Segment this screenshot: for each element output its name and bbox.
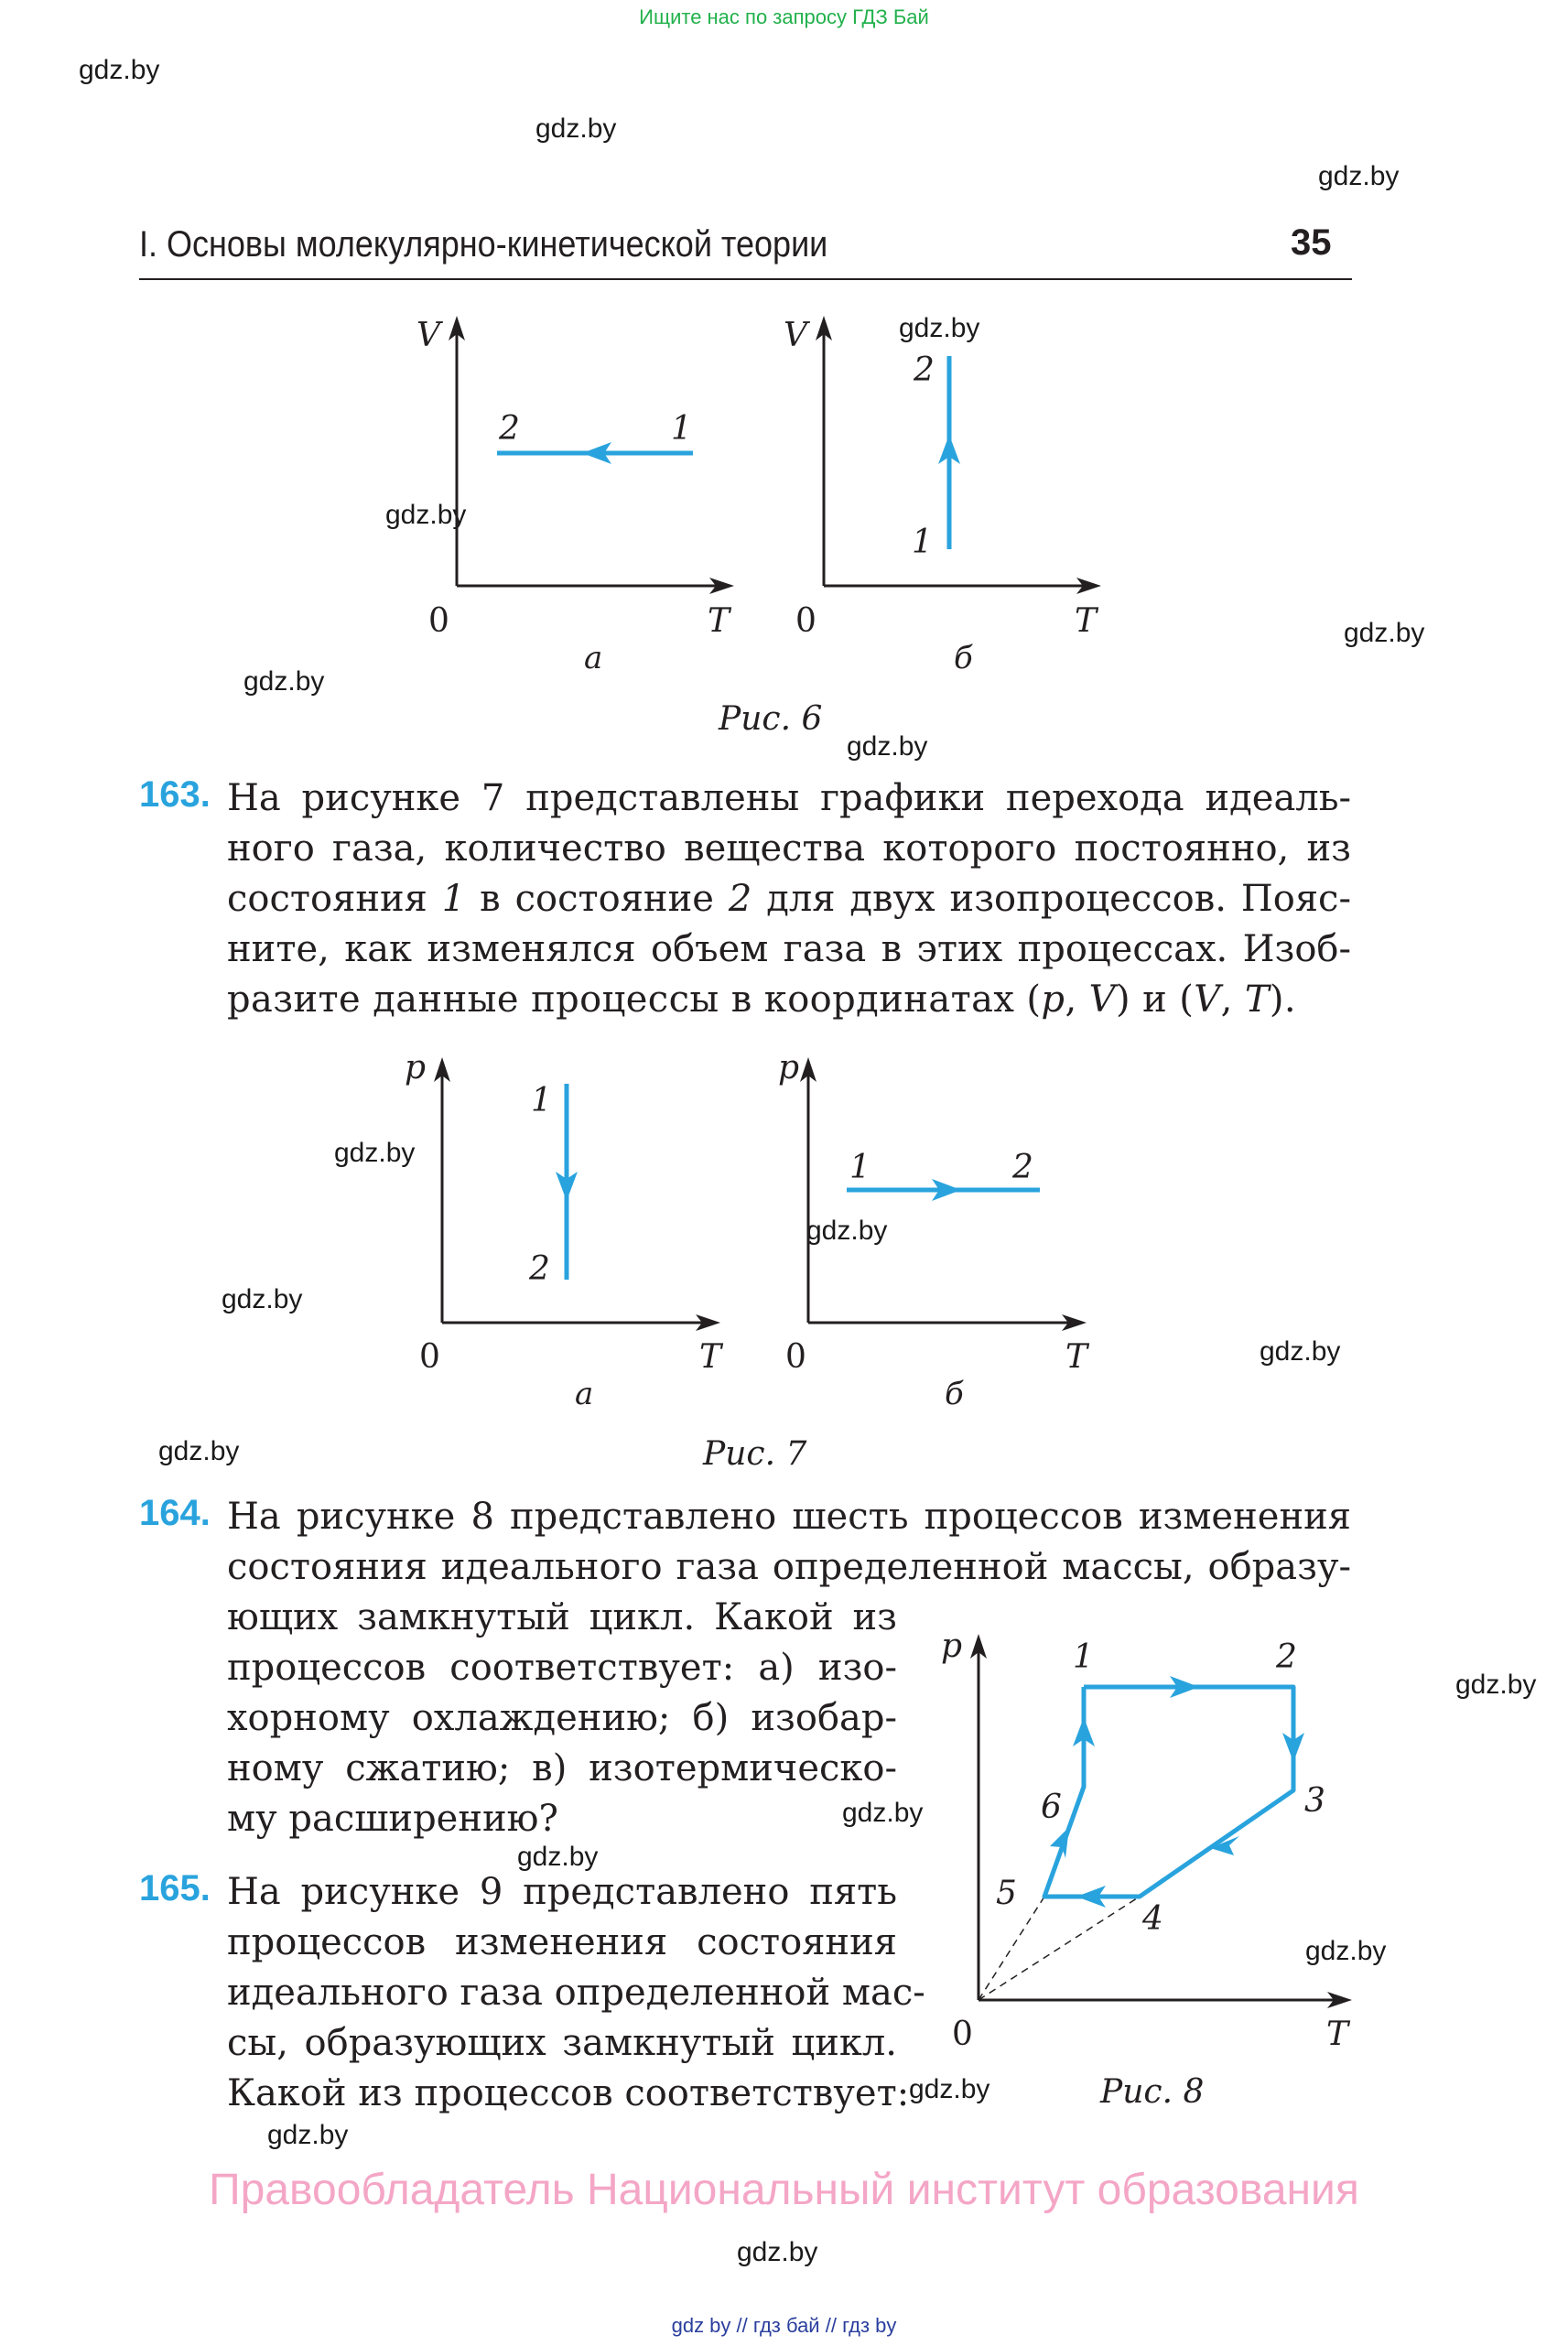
fig8-point-2: 2 bbox=[1276, 1638, 1297, 1676]
fig8-point-6: 6 bbox=[1041, 1789, 1062, 1826]
watermark: gdz.by bbox=[517, 1842, 599, 1872]
fig8-point-4: 4 bbox=[1142, 1900, 1163, 1938]
text-line: состояния идеального газа определенной массы, образу- bbox=[227, 1546, 1351, 1588]
fig7b-sublabel: б bbox=[945, 1376, 964, 1412]
fig8-cycle bbox=[1044, 1687, 1293, 1897]
fig6b-point-2: 2 bbox=[914, 351, 935, 389]
top-search-link[interactable]: Ищите нас по запросу ГДЗ Бай bbox=[639, 5, 929, 28]
fig6b-point-1: 1 bbox=[912, 524, 933, 561]
watermark: gdz.by bbox=[267, 2120, 349, 2150]
fig6a-y-label: V bbox=[416, 317, 440, 354]
text-line: На рисунке 9 представлено пять bbox=[227, 1871, 897, 1913]
footer-link[interactable]: gdz by bbox=[671, 2314, 731, 2337]
figure-7 bbox=[0, 1007, 1568, 1428]
fig7a-origin: 0 bbox=[419, 1338, 440, 1376]
text-line: процессов соответствует: а) изо- bbox=[227, 1647, 897, 1689]
fig8-point-1: 1 bbox=[1073, 1638, 1094, 1676]
fig6a-process-line bbox=[497, 442, 693, 464]
fig7b-origin: 0 bbox=[785, 1338, 806, 1376]
watermark: gdz.by bbox=[1260, 1336, 1341, 1367]
footer-links bbox=[0, 2314, 1568, 2338]
fig7b-point-2: 2 bbox=[1012, 1149, 1033, 1186]
text-line: идеального газа определенной мас- bbox=[227, 1972, 925, 2014]
problem-number-163: 163. bbox=[139, 774, 211, 815]
fig7a-point-1: 1 bbox=[531, 1082, 552, 1119]
watermark: gdz.by bbox=[1455, 1670, 1537, 1700]
watermark: gdz.by bbox=[737, 2237, 818, 2267]
problem-163-text bbox=[227, 773, 1351, 1025]
fig6b-axes bbox=[816, 316, 1101, 594]
fig7a-process-line bbox=[556, 1084, 578, 1280]
text-line: На рисунке 7 представлены графики перехода идеаль- bbox=[227, 777, 1351, 819]
fig6a-x-label: T bbox=[708, 602, 730, 640]
footer-link[interactable]: гдз бай bbox=[752, 2314, 820, 2337]
fig8-x-label: T bbox=[1326, 2016, 1349, 2053]
text-line: хорному охлаждению; б) изобар- bbox=[227, 1697, 897, 1739]
fig6a-point-1: 1 bbox=[671, 410, 692, 448]
text-line: На рисунке 8 представлено шесть процессов изменения bbox=[227, 1496, 1351, 1538]
fig7b-y-label: p bbox=[778, 1049, 800, 1087]
fig6b-sublabel: б bbox=[954, 640, 973, 676]
watermark: gdz.by bbox=[909, 2074, 990, 2104]
watermark: gdz.by bbox=[385, 500, 467, 530]
text-line: сы, образующих замкнутый цикл. bbox=[227, 2022, 897, 2064]
fig6-caption: Рис. 6 bbox=[719, 700, 823, 738]
watermark: gdz.by bbox=[1318, 161, 1400, 191]
figure-8 bbox=[0, 1611, 1568, 2087]
watermark: gdz.by bbox=[535, 114, 617, 144]
footer-separator: // bbox=[736, 2314, 748, 2337]
fig6a-sublabel: а bbox=[584, 640, 603, 676]
fig7a-y-label: p bbox=[405, 1049, 427, 1087]
watermark: gdz.by bbox=[243, 666, 325, 697]
watermark: gdz.by bbox=[842, 1798, 924, 1828]
footer-separator: // bbox=[825, 2314, 837, 2337]
fig7a-point-2: 2 bbox=[529, 1250, 550, 1288]
watermark: gdz.by bbox=[222, 1284, 303, 1314]
fig6b-x-label: T bbox=[1075, 602, 1098, 640]
fig7a-sublabel: а bbox=[575, 1376, 594, 1412]
copyright-owner: Правообладатель Национальный институт образования bbox=[209, 2166, 1359, 2214]
figure-6 bbox=[0, 0, 1568, 787]
fig6b-origin: 0 bbox=[795, 602, 816, 640]
watermark: gdz.by bbox=[1344, 618, 1425, 648]
text-line: процессов изменения состояния bbox=[227, 1921, 897, 1963]
fig8-origin: 0 bbox=[952, 2016, 973, 2053]
fig7a-axes bbox=[434, 1057, 720, 1331]
watermark: gdz.by bbox=[899, 313, 980, 343]
fig6b-y-label: V bbox=[784, 317, 807, 354]
fig8-caption: Рис. 8 bbox=[1100, 2073, 1205, 2111]
fig8-y-label: p bbox=[941, 1627, 963, 1665]
watermark: gdz.by bbox=[847, 731, 928, 762]
fig7b-x-label: T bbox=[1065, 1338, 1088, 1376]
fig6a-point-2: 2 bbox=[499, 410, 520, 448]
text-line: ного газа, количество вещества которого постоянно, из bbox=[227, 827, 1351, 870]
watermark: gdz.by bbox=[334, 1138, 416, 1168]
problem-164-text-wide bbox=[227, 1492, 1351, 1593]
running-header-title: I. Основы молекулярно-кинетической теории bbox=[139, 224, 828, 265]
text-line: Какой из процессов соответствует: bbox=[227, 2072, 910, 2114]
watermark: gdz.by bbox=[79, 55, 160, 85]
fig7a-x-label: T bbox=[699, 1338, 722, 1376]
watermark: gdz.by bbox=[158, 1436, 240, 1466]
text-line: состояния 1 в состояние 2 для двух изопроцессов. Пояс- bbox=[227, 878, 1351, 920]
page-number: 35 bbox=[1291, 222, 1332, 263]
fig6a-origin: 0 bbox=[428, 602, 449, 640]
fig7-caption: Рис. 7 bbox=[703, 1435, 807, 1473]
fig7b-process-line bbox=[847, 1179, 1040, 1201]
footer-link[interactable]: гдз by bbox=[842, 2314, 897, 2337]
watermark: gdz.by bbox=[1305, 1936, 1387, 1966]
problem-number-165: 165. bbox=[139, 1868, 211, 1908]
text-line: ному сжатию; в) изотермическо- bbox=[227, 1747, 897, 1789]
text-line: му расширению? bbox=[227, 1798, 558, 1840]
fig7b-point-1: 1 bbox=[849, 1149, 871, 1186]
fig8-point-3: 3 bbox=[1304, 1782, 1325, 1820]
text-line: разите данные процессы в координатах (p, V) и (V, T). bbox=[227, 978, 1297, 1021]
text-line: ющих замкнутый цикл. Какой из bbox=[227, 1596, 897, 1638]
fig8-point-5: 5 bbox=[996, 1875, 1017, 1912]
watermark: gdz.by bbox=[806, 1216, 888, 1246]
problem-number-164: 164. bbox=[139, 1493, 211, 1533]
fig6b-process-line bbox=[938, 356, 960, 549]
text-line: ните, как изменялся объем газа в этих процессах. Изоб- bbox=[227, 928, 1351, 970]
